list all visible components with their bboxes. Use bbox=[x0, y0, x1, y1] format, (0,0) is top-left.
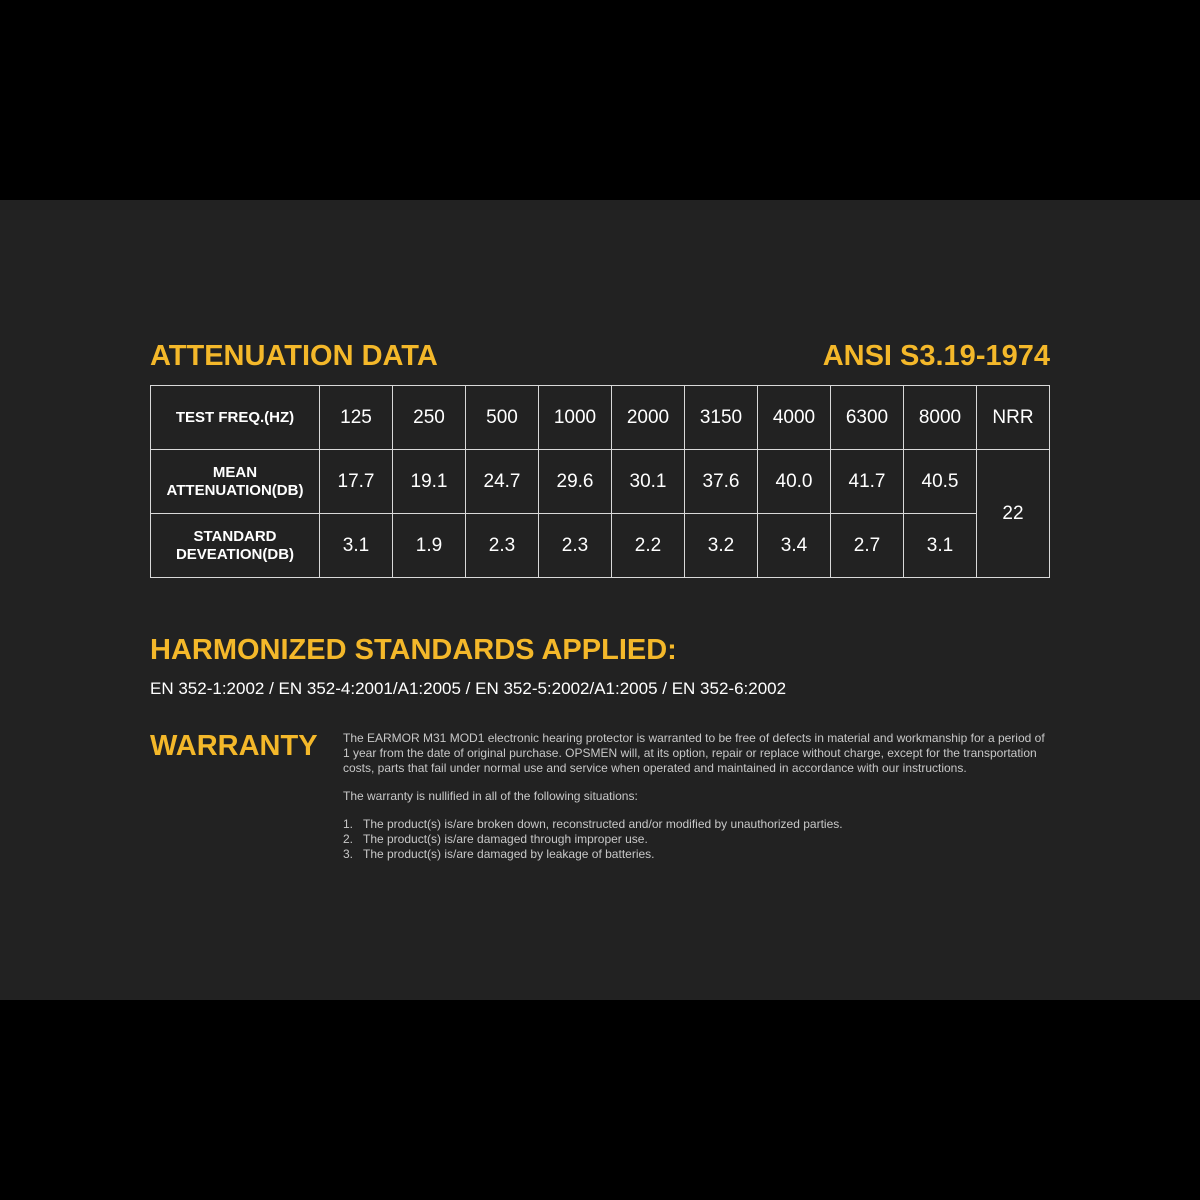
warranty-situations-list bbox=[343, 817, 1053, 862]
sd-cell: 2.3 bbox=[539, 514, 612, 578]
mean-row-header bbox=[151, 450, 320, 514]
list-item bbox=[343, 832, 1053, 847]
harmonized-standards-title: HARMONIZED STANDARDS APPLIED: bbox=[150, 634, 677, 666]
warranty-nullified-intro: The warranty is nullified in all of the following situations: bbox=[343, 789, 638, 803]
sd-label-line1: STANDARD bbox=[193, 527, 277, 545]
freq-cell: 8000 bbox=[904, 386, 977, 450]
mean-label-line2: ATTENUATION(DB) bbox=[166, 481, 304, 499]
mean-attenuation-row bbox=[151, 450, 1050, 514]
list-item-number: 3. bbox=[343, 847, 354, 861]
list-item-number: 1. bbox=[343, 817, 354, 831]
sd-cell: 3.2 bbox=[685, 514, 758, 578]
freq-cell: 1000 bbox=[539, 386, 612, 450]
sd-cell: 3.1 bbox=[904, 514, 977, 578]
content-panel bbox=[0, 200, 1200, 1000]
list-item-text: The product(s) is/are damaged through improper use. bbox=[363, 832, 648, 846]
mean-cell: 40.0 bbox=[758, 450, 831, 514]
list-item bbox=[343, 817, 1053, 832]
mean-cell: 19.1 bbox=[393, 450, 466, 514]
mean-cell: 24.7 bbox=[466, 450, 539, 514]
freq-cell: 125 bbox=[320, 386, 393, 450]
attenuation-table bbox=[150, 385, 1050, 578]
mean-cell: 29.6 bbox=[539, 450, 612, 514]
standard-deviation-row bbox=[151, 514, 1050, 578]
sd-label-line2: DEVEATION(DB) bbox=[175, 545, 295, 563]
freq-row-header: TEST FREQ.(HZ) bbox=[151, 386, 320, 450]
mean-cell: 30.1 bbox=[612, 450, 685, 514]
sd-cell: 1.9 bbox=[393, 514, 466, 578]
nrr-value: 22 bbox=[977, 450, 1050, 578]
mean-cell: 40.5 bbox=[904, 450, 977, 514]
attenuation-title: ATTENUATION DATA bbox=[150, 340, 438, 372]
frequency-row bbox=[151, 386, 1050, 450]
freq-cell: 3150 bbox=[685, 386, 758, 450]
sd-cell: 2.3 bbox=[466, 514, 539, 578]
freq-cell: 500 bbox=[466, 386, 539, 450]
mean-label-line1: MEAN bbox=[212, 463, 258, 481]
mean-cell: 17.7 bbox=[320, 450, 393, 514]
list-item bbox=[343, 847, 1053, 862]
warranty-title: WARRANTY bbox=[150, 730, 318, 762]
mean-cell: 37.6 bbox=[685, 450, 758, 514]
warranty-body bbox=[343, 731, 1053, 862]
freq-cell: 6300 bbox=[831, 386, 904, 450]
list-item-number: 2. bbox=[343, 832, 354, 846]
freq-cell: 2000 bbox=[612, 386, 685, 450]
freq-cell: 250 bbox=[393, 386, 466, 450]
sd-cell: 3.4 bbox=[758, 514, 831, 578]
list-item-text: The product(s) is/are broken down, reconstructed and/or modified by unauthorized parties. bbox=[363, 817, 843, 831]
list-item-text: The product(s) is/are damaged by leakage of batteries. bbox=[363, 847, 655, 861]
sd-row-header bbox=[151, 514, 320, 578]
sd-cell: 2.2 bbox=[612, 514, 685, 578]
ansi-standard-title: ANSI S3.19-1974 bbox=[822, 340, 1050, 372]
harmonized-standards-list: EN 352-1:2002 / EN 352-4:2001/A1:2005 / EN 352-5:2002/A1:2005 / EN 352-6:2002 bbox=[150, 679, 787, 698]
sd-cell: 3.1 bbox=[320, 514, 393, 578]
freq-cell: 4000 bbox=[758, 386, 831, 450]
nrr-header: NRR bbox=[977, 386, 1050, 450]
mean-cell: 41.7 bbox=[831, 450, 904, 514]
sd-cell: 2.7 bbox=[831, 514, 904, 578]
warranty-paragraph: The EARMOR M31 MOD1 electronic hearing protector is warranted to be free of defects in material and workmanship for a period of 1 year from the date of original purchase. OPSMEN will, at its option, repair or replace without charge, except for the transportation costs, parts that fail under normal use and service when operated and maintained in accordance with our instructions. bbox=[343, 731, 1045, 775]
